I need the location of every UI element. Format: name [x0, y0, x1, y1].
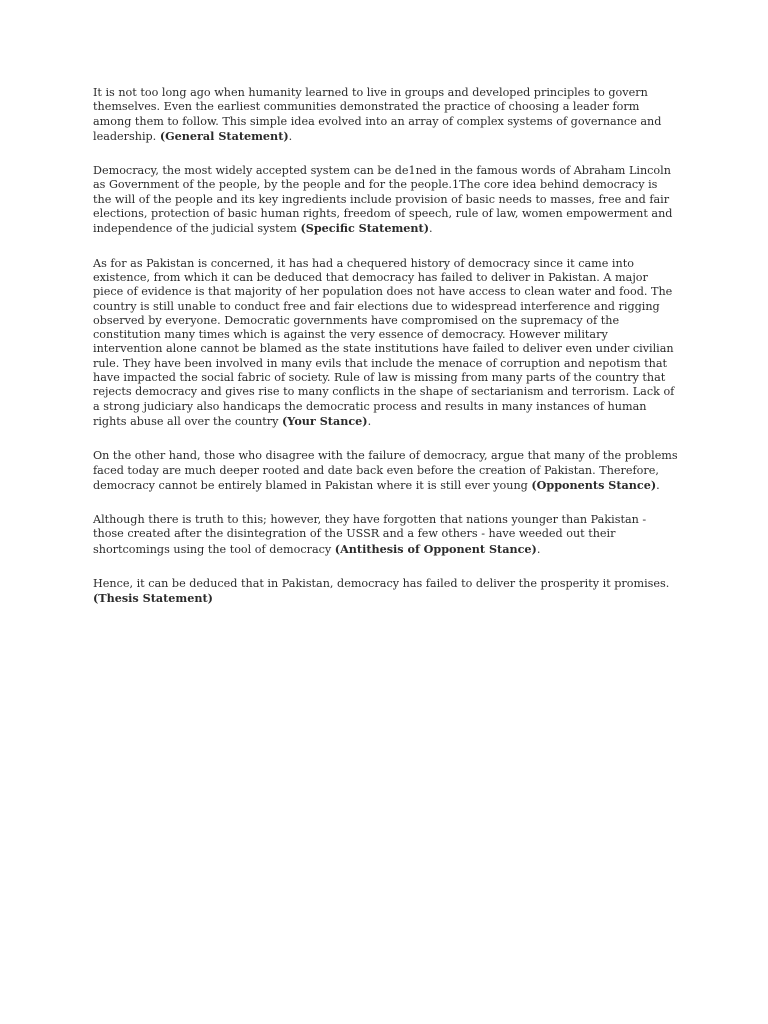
paragraph-tail: .	[367, 414, 372, 428]
paragraph-antithesis	[93, 513, 679, 557]
paragraph-tail: .	[536, 542, 541, 556]
paragraph-your-stance	[93, 257, 679, 430]
paragraph-tail: .	[429, 222, 433, 236]
paragraph-specific-statement	[93, 164, 679, 236]
paragraph-opponents-stance	[93, 449, 679, 493]
paragraph-label: (Antithesis of Opponent Stance)	[334, 541, 537, 556]
paragraph-label: (Specific Statement)	[300, 221, 430, 236]
paragraph-text: Democracy, the most widely accepted system can be de1ned in the famous words of Abraham Lincoln as Government of the people, by the people and for the people.1The core idea behind democracy is the will of the people and its key ingredients include provision of basic needs to masses, free and fair elections, protection of basic human rights, freedom of speech, rule of law, women empowerment and independence of the judicial system	[93, 164, 673, 236]
paragraph-thesis-statement	[93, 577, 679, 607]
paragraph-label: (Your Stance)	[282, 413, 368, 428]
paragraph-text: Although there is truth to this; however, they have forgotten that nations younger than Pakistan - those created after the disintegration of the USSR and a few others - have weeded out their shortcomings using the tool of democracy	[93, 513, 647, 556]
paragraph-text: It is not too long ago when humanity learned to live in groups and developed principles to govern themselves. Even the earliest communities demonstrated the practice of choosing a leader form among them to follow. This simple idea evolved into an array of complex systems of governance and leadership.	[93, 86, 662, 143]
paragraph-tail: .	[288, 129, 293, 143]
paragraph-label: (Thesis Statement)	[93, 591, 213, 606]
paragraph-label: (General Statement)	[159, 128, 289, 143]
paragraph-label: (Opponents Stance)	[531, 477, 657, 492]
paragraph-text: As for as Pakistan is concerned, it has had a chequered history of democracy since it came into existence, from which it can be deduced that democracy has failed to deliver in Pakistan. A major piece of evidence is that majority of her population does not have access to clean water and food. The country is still unable to conduct free and fair elections due to widespread interference and rigging observed by everyone. Democratic governments have compromised on the supremacy of the constitution many times which is against the very essence of democracy. However military intervention alone cannot be blamed as the state institutions have failed to deliver even under civilian rule. They have been involved in many evils that include the menace of corruption and nepotism that have impacted the social fabric of society. Rule of law is missing from many parts of the country that rejects democracy and gives rise to many conflicts in the shape of sectarianism and terrorism. Lack of a strong judiciary also handicaps the democratic process and results in many instances of human rights abuse all over the country	[93, 256, 675, 428]
paragraph-general-statement	[93, 86, 679, 144]
paragraph-tail: .	[656, 478, 660, 492]
document-body	[93, 86, 679, 627]
paragraph-text: On the other hand, those who disagree with the failure of democracy, argue that many of the problems faced today are much deeper rooted and date back even before the creation of Pakistan. Therefore, democracy cannot be entirely blamed in Pakistan where it is still ever young	[93, 449, 678, 492]
paragraph-text: Hence, it can be deduced that in Pakistan, democracy has failed to deliver the prosperity it promises.	[93, 577, 670, 591]
